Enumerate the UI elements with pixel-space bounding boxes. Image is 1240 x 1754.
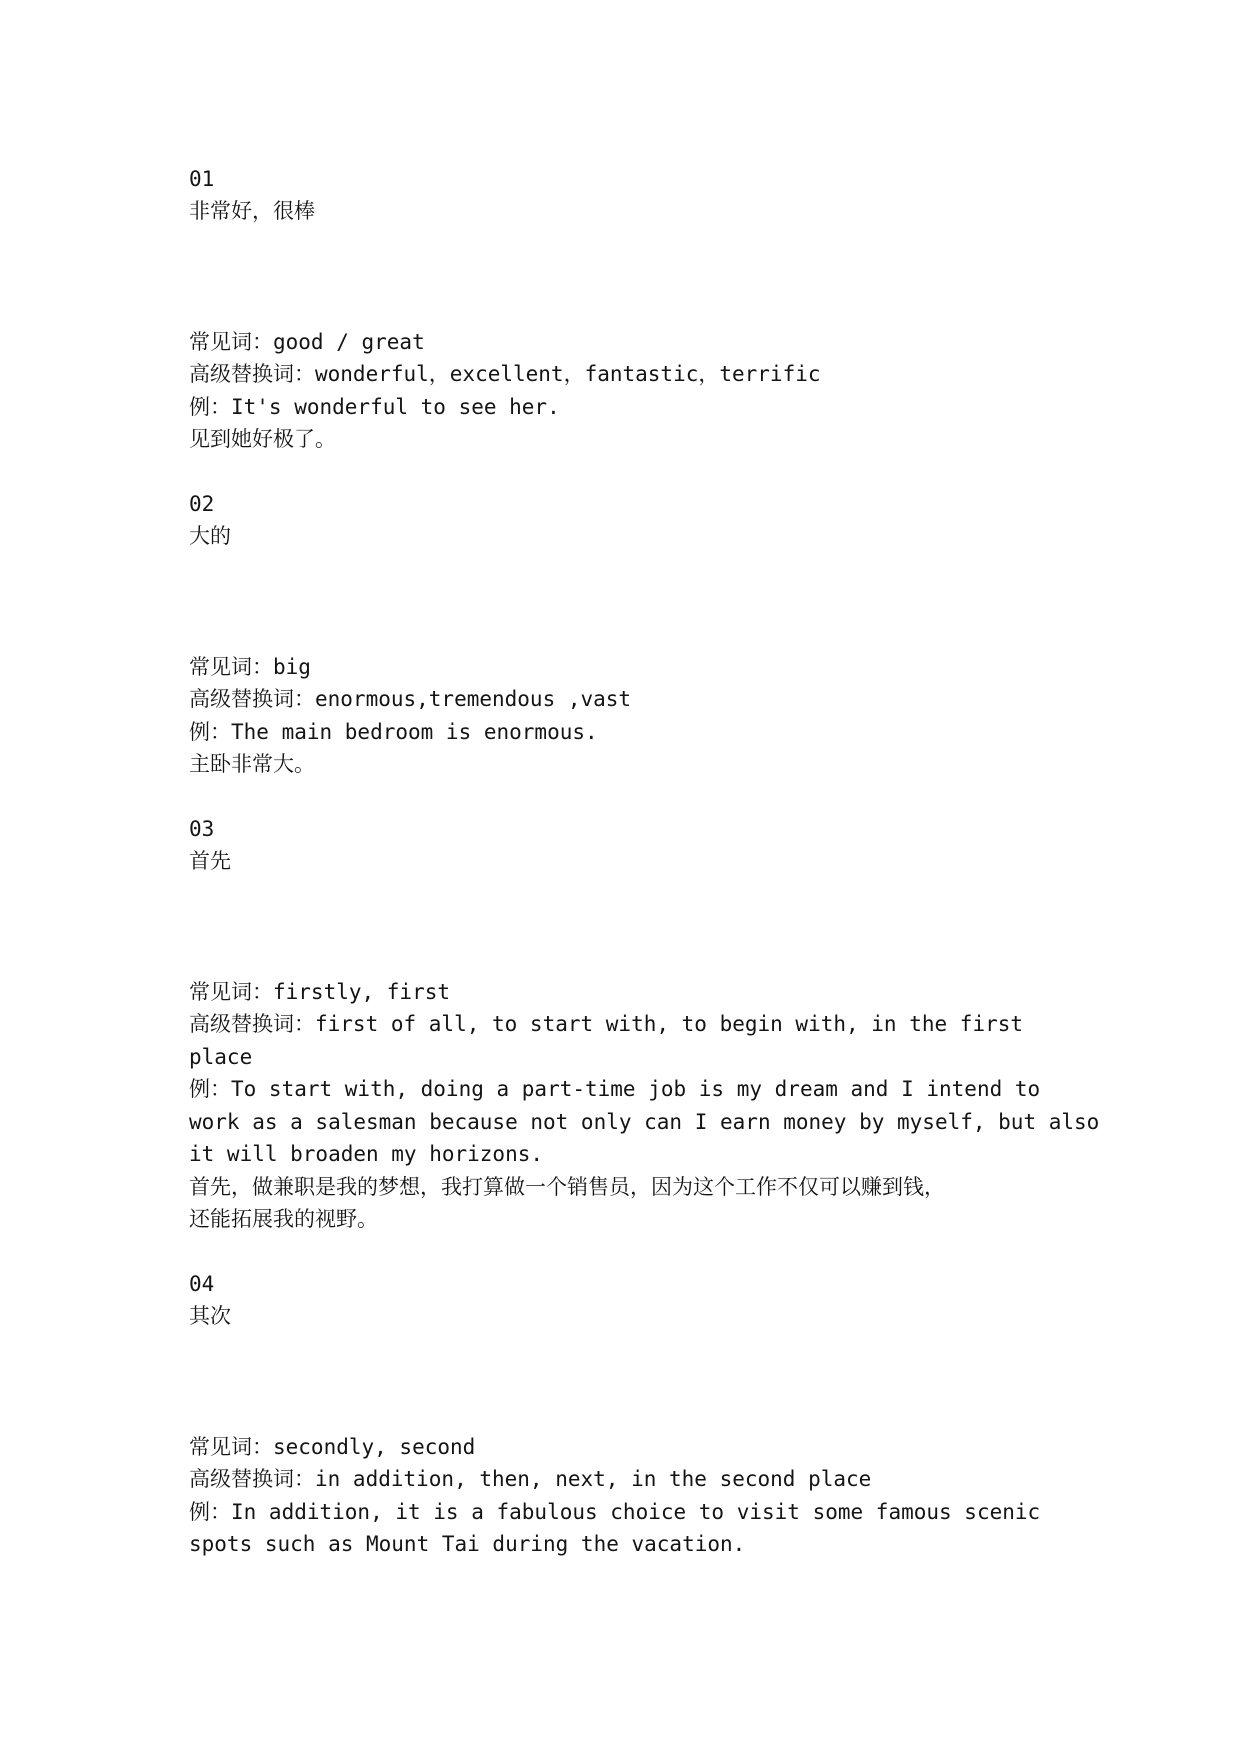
example-sentence: 例：To start with, doing a part-time job is my dream and I intend to xyxy=(189,1077,1041,1101)
advanced-word-line: 高级替换词：in addition, then, next, in the second place xyxy=(189,1467,872,1491)
example-translation: 首先，做兼职是我的梦想，我打算做一个销售员，因为这个工作不仅可以赚到钱， xyxy=(189,1175,945,1199)
advanced-word-line: 高级替换词：enormous,tremendous ,vast xyxy=(189,687,632,711)
advanced-word-line-continued: place xyxy=(189,1045,253,1069)
example-sentence: 例：It's wonderful to see her. xyxy=(189,395,560,419)
section-title: 其次 xyxy=(189,1304,231,1328)
common-word-line: 常见词：good / great xyxy=(189,330,425,354)
example-translation-continued: 还能拓展我的视野。 xyxy=(189,1207,378,1231)
section-title: 大的 xyxy=(189,524,231,548)
example-sentence-continued: work as a salesman because not only can I earn money by myself, but also xyxy=(189,1110,1100,1134)
example-translation: 见到她好极了。 xyxy=(189,427,336,451)
section-title: 首先 xyxy=(189,849,231,873)
example-sentence: 例：In addition, it is a fabulous choice to visit some famous scenic xyxy=(189,1500,1041,1524)
example-sentence: 例：The main bedroom is enormous. xyxy=(189,720,598,744)
section-title: 非常好，很棒 xyxy=(189,199,315,223)
section-number: 02 xyxy=(189,492,215,516)
common-word-line: 常见词：secondly, second xyxy=(189,1435,476,1459)
advanced-word-line: 高级替换词：wonderful，excellent，fantastic，terrific xyxy=(189,362,821,386)
advanced-word-line: 高级替换词：first of all, to start with, to begin with, in the first xyxy=(189,1012,1024,1036)
example-sentence-continued: spots such as Mount Tai during the vacation. xyxy=(189,1532,746,1556)
example-sentence-continued: it will broaden my horizons. xyxy=(189,1142,544,1166)
section-number: 03 xyxy=(189,817,215,841)
common-word-line: 常见词：firstly, first xyxy=(189,980,451,1004)
common-word-line: 常见词：big xyxy=(189,655,311,679)
example-translation: 主卧非常大。 xyxy=(189,752,315,776)
section-number: 04 xyxy=(189,1272,215,1296)
section-number: 01 xyxy=(189,167,215,191)
